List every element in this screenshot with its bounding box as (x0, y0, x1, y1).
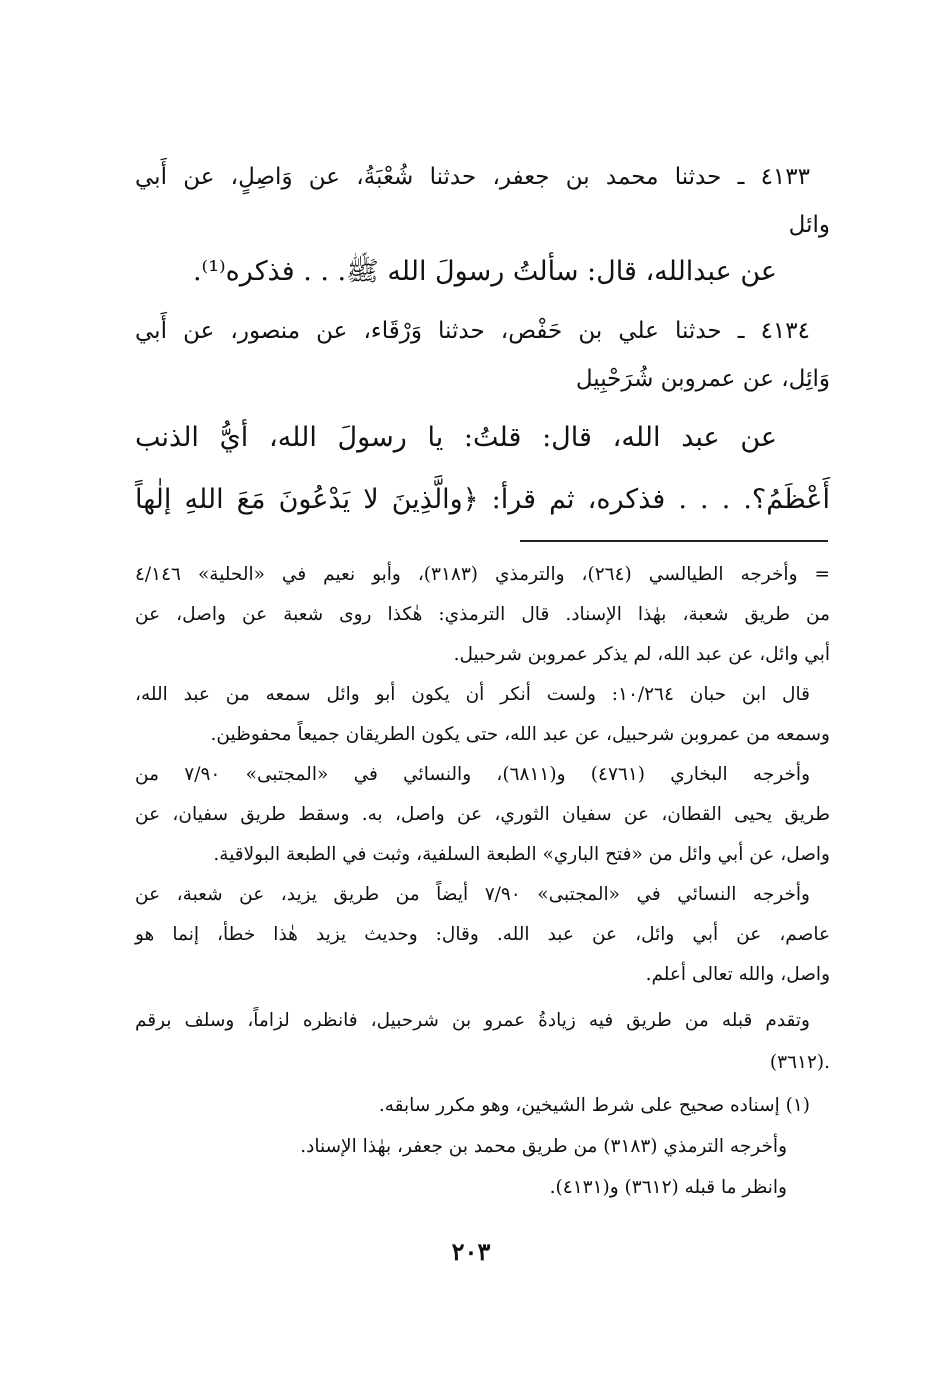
footnote-bukhari-line-3: واصل، عن أبي وائل من «فتح الباري» الطبعة السلفية، وثبت في الطبعة البولاقية. (213, 844, 830, 865)
footnote-1-line-1: (١) إسناده صحيح على شرط الشيخين، وهو مكرر سابقه. (378, 1095, 810, 1116)
footnote-nasai-line-3: واصل، والله تعالى أعلم. (645, 964, 830, 985)
footnote-nasai-line-1: وأخرجه النسائي في «المجتبى» ٧/٩٠ أيضاً من طريق يزيد، عن شعبة، عن (135, 884, 810, 905)
footnote-ibn-hibban-line-2: وسمعه من عمروبن شرحبيل، عن عبد الله، حتى يكون الطريقان جميعاً محفوظين. (210, 724, 830, 745)
footnote-separator (520, 540, 828, 542)
footnote-cont-line-2: من طريق شعبة، بهٰذا الإسناد. قال الترمذي: هٰكذا روى شعبة عن واصل، عن (135, 604, 830, 625)
footnote-cont-line-3: أبي وائل، عن عبد الله، لم يذكر عمروبن شرحبيل. (453, 644, 830, 665)
hadith-4133-line-1: ٤١٣٣ ـ حدثنا محمد بن جعفر، حدثنا شُعْبَةُ، عن وَاصِلٍ، عن أَبي (135, 164, 810, 190)
hadith-4134-line-1: ٤١٣٤ ـ حدثنا علي بن حَفْص، حدثنا وَرْقَاء، عن منصور، عن أَبي (135, 318, 810, 344)
hadith-4133-line-2: وائل (788, 212, 830, 238)
hadith-4134-line-2: وَائِل، عن عمروبن شُرَحْبِيل (575, 366, 830, 392)
footnote-ibn-hibban-line-1: قال ابن حبان ١٠/٢٦٤: ولست أنكر أن يكون أبو وائل سمعه من عبد الله، (135, 684, 810, 705)
footnote-1-line-2: وأخرجه الترمذي (٣١٨٣) من طريق محمد بن جعفر، بهٰذا الإسناد. (300, 1136, 787, 1157)
footnote-1-line-3: وانظر ما قبله (٣٦١٢) و(٤١٣١). (549, 1177, 787, 1198)
footnote-prior-line-1: وتقدم قبله من طريق فيه زيادةُ عمرو بن شرحبيل، فانظره لزاماً، وسلف برقم (135, 1010, 810, 1031)
hadith-4134-line-3: عن عبد الله، قال: قلتُ: يا رسولَ الله، أيُّ الذنب (135, 422, 777, 453)
page-number: ٢٠٣ (451, 1237, 491, 1266)
footnote-cont-line-1: = وأخرجه الطيالسي (٢٦٤)، والترمذي (٣١٨٣)، وأبو نعيم في «الحلية» ٤/١٤٦ (135, 564, 830, 585)
hadith-4134-line-4: أَعْظَمُ؟. . . . فذكره، ثم قرأ: ﴿والَّذِينَ لا يَدْعُونَ مَعَ اللهِ إلٰهاً (135, 484, 830, 515)
footnote-bukhari-line-1: وأخرجه البخاري (٤٧٦١) و(٦٨١١)، والنسائي في «المجتبى» ٧/٩٠ من (135, 764, 811, 785)
footnote-nasai-line-2: عاصم، عن أبي وائل، عن عبد الله. وقال: وحديث يزيد هٰذا خطأ، إنما هو (135, 924, 830, 945)
footnote-prior-line-2: (٣٦١٢). (769, 1052, 830, 1073)
footnote-bukhari-line-2: طريق يحيى القطان، عن سفيان الثوري، عن واصل، به. وسقط طريق سفيان، عن (135, 804, 830, 825)
hadith-4133-line-3: عن عبدالله، قال: سألتُ رسولَ الله ﷺ. . . فذكره⁽¹⁾. (192, 256, 777, 287)
